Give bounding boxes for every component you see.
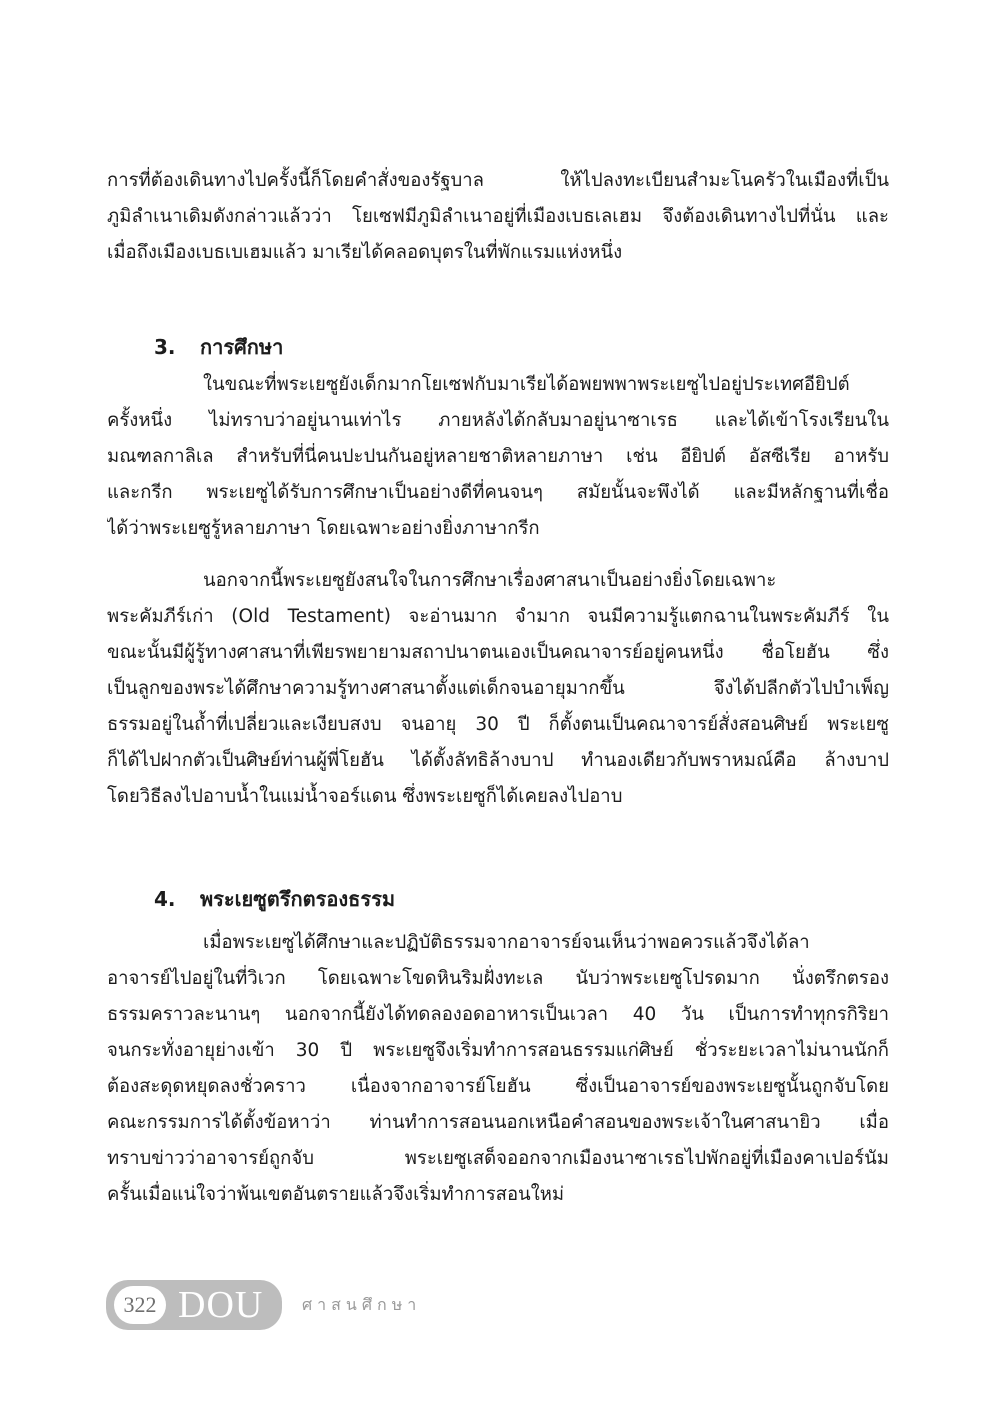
body-text-line: อาจารย์ไปอยู่ในที่วิเวก โดยเฉพาะโขดหินริมฝั่งทะเล นับว่าพระเยซูโปรดมาก นั่งตรึกตรอง: [107, 968, 889, 989]
section-number: 3.: [154, 335, 176, 359]
body-text-line: เป็นลูกของพระได้ศึกษาความรู้ทางศาสนาตั้งแต่เด็กจนอายุมากขึ้น จึงได้ปลีกตัวไปบำเพ็ญ: [107, 678, 889, 699]
body-text-line: ธรรมคราวละนานๆ นอกจากนี้ยังได้ทดลองอดอาหารเป็นเวลา 40 วัน เป็นการทำทุกรกิริยา: [107, 1004, 889, 1025]
section-number: 4.: [154, 887, 176, 911]
body-text-line: จนกระทั่งอายุย่างเข้า 30 ปี พระเยซูจึงเริ่มทำการสอนธรรมแก่ศิษย์ ชั่วระยะเวลาไม่นานนักก็: [107, 1040, 889, 1061]
body-text-line: การที่ต้องเดินทางไปครั้งนี้ก็โดยคำสั่งของรัฐบาล ให้ไปลงทะเบียนสำมะโนครัวในเมืองที่เป็น: [107, 170, 889, 191]
body-text-line: ภูมิลำเนาเดิมดังกล่าวแล้วว่า โยเซฟมีภูมิลำเนาอยู่ที่เมืองเบธเลเฮม จึงต้องเดินทางไปที่นั่น และ: [107, 206, 889, 227]
body-text-line: โดยวิธีลงไปอาบน้ำในแม่น้ำจอร์แดน ซึ่งพระเยซูก็ได้เคยลงไปอาบ: [107, 786, 623, 807]
body-text-line: ก็ได้ไปฝากตัวเป็นศิษย์ท่านผู้พี่โยฮัน ได้ตั้งลัทธิล้างบาป ทำนองเดียวกับพราหมณ์คือ ล้างบาป: [107, 750, 889, 771]
dou-badge: [106, 1280, 282, 1330]
body-text-line: ได้ว่าพระเยซูรู้หลายภาษา โดยเฉพาะอย่างยิ่งภาษากรีก: [107, 518, 540, 539]
body-text-line: และกรีก พระเยซูได้รับการศึกษาเป็นอย่างดีที่คนจนๆ สมัยนั้นจะพึงได้ และมีหลักฐานที่เชื่อ: [107, 482, 889, 503]
dou-logo: DOU: [178, 1284, 264, 1326]
section-title: การศึกษา: [200, 335, 284, 359]
body-text-line: ต้องสะดุดหยุดลงชั่วคราว เนื่องจากอาจารย์โยฮัน ซึ่งเป็นอาจารย์ของพระเยซูนั้นถูกจับโดย: [107, 1076, 889, 1097]
body-text-line: เมื่อถึงเมืองเบธเบเฮมแล้ว มาเรียได้คลอดบุตรในที่พักแรมแห่งหนึ่ง: [107, 242, 623, 263]
body-text-line: ทราบข่าวว่าอาจารย์ถูกจับ พระเยซูเสด็จออกจากเมืองนาซาเรธไปพักอยู่ที่เมืองคาเปอร์นัม: [107, 1148, 889, 1169]
body-text-line: พระคัมภีร์เก่า (Old Testament) จะอ่านมาก จำมาก จนมีความรู้แตกฉานในพระคัมภีร์ ใน: [107, 606, 889, 627]
body-text-line: ขณะนั้นมีผู้รู้ทางศาสนาที่เพียรพยายามสถาปนาตนเองเป็นคณาจารย์อยู่คนหนึ่ง ชื่อโยฮัน ซึ่ง: [107, 642, 889, 663]
page-number: 322: [114, 1286, 166, 1324]
course-name: ศาสนศึกษา: [302, 1295, 422, 1314]
body-text-line: นอกจากนี้พระเยซูยังสนใจในการศึกษาเรื่องศาสนาเป็นอย่างยิ่งโดยเฉพาะ: [203, 570, 777, 591]
body-text-line: มณฑลกาลิเล สำหรับที่นี่คนปะปนกันอยู่หลายชาติหลายภาษา เช่น อียิปต์ อัสซีเรีย อาหรับ: [107, 446, 889, 467]
body-text-line: เมื่อพระเยซูได้ศึกษาและปฏิบัติธรรมจากอาจารย์จนเห็นว่าพอควรแล้วจึงได้ลา: [203, 932, 810, 953]
body-text-line: ครั้นเมื่อแน่ใจว่าพ้นเขตอันตรายแล้วจึงเริ่มทำการสอนใหม่: [107, 1184, 565, 1205]
body-text-line: ครั้งหนึ่ง ไม่ทราบว่าอยู่นานเท่าไร ภายหลังได้กลับมาอยู่นาซาเรธ และได้เข้าโรงเรียนใน: [107, 410, 889, 431]
body-text-line: ในขณะที่พระเยซูยังเด็กมากโยเซฟกับมาเรียได้อพยพพาพระเยซูไปอยู่ประเทศอียิปต์: [203, 374, 850, 395]
body-text-line: ธรรมอยู่ในถ้ำที่เปลี่ยวและเงียบสงบ จนอายุ 30 ปี ก็ตั้งตนเป็นคณาจารย์สั่งสอนศิษย์ พระเยซู: [107, 714, 889, 735]
body-text-line: คณะกรรมการได้ตั้งข้อหาว่า ท่านทำการสอนนอกเหนือคำสอนของพระเจ้าในศาสนายิว เมื่อ: [107, 1112, 889, 1133]
section-title: พระเยซูตรึกตรองธรรม: [200, 887, 396, 911]
